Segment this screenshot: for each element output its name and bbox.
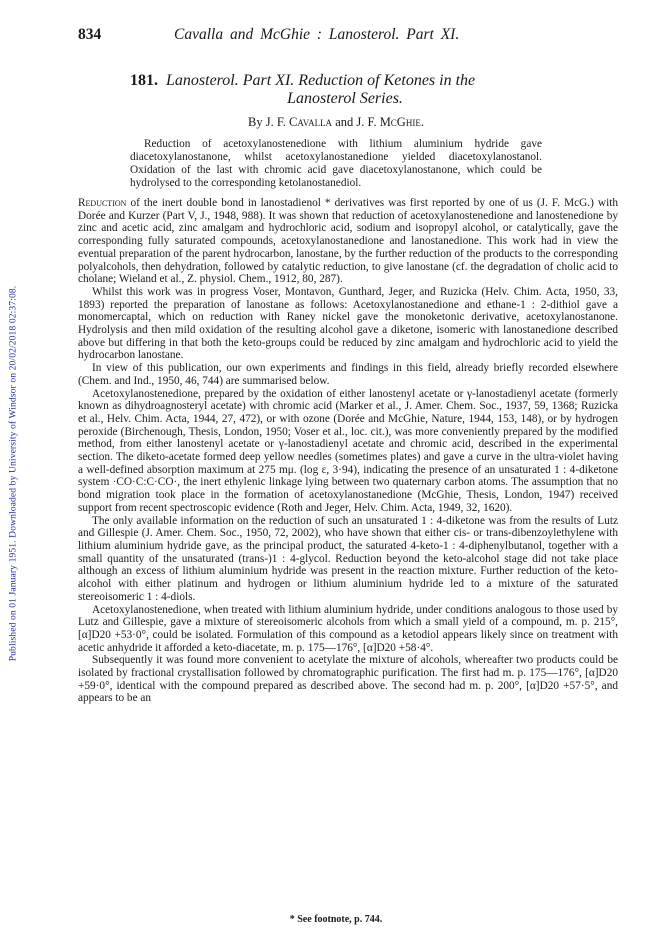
footnote: * See footnote, p. 744. (289, 914, 383, 925)
author-cavalla: J. F. Cavalla (265, 115, 333, 129)
paragraph-1-text: of the inert double bond in lanostadienol * derivatives was first reported by one of us (J. F. McG.) with Dorée and Kurzer (Part V, J., 1948, 988). It was shown that reduction of acetoxylanostenedione and lanostenedione by zinc and acetic acid, zinc amalgam and hydrochloric acid, sodium and isopropyl alcohol, or catalytically, gave the corresponding fully saturated compounds, acetoxylanostanedione and lanostanedione. This work had in view the eventual preparation of the parent hydrocarbon, lanostane, by the further reduction of the products to the corresponding polyalcohols, then dehydration, followed by catalytic reduction, to give lanostane (cf. the degradation of cholic acid to cholane; Wieland et al., Z. physiol. Chem., 1912, 80, 287). (78, 197, 618, 286)
paragraph-1 (78, 197, 618, 286)
running-title: Cavalla and McGhie : Lanosterol. Part XI. (174, 26, 460, 43)
byline-by: By (248, 115, 263, 129)
paragraph-6: Acetoxylanostenedione, when treated with lithium aluminium hydride, under conditions analogous to those used by Lutz and Gillespie, gave a mixture of stereoisomeric alcohols from which a small yield of a compound, m. p. 215°, [α]D20 +53·0°, could be isolated. Formulation of this compound as a ketodiol appears likely since on treatment with acetic anhydride it afforded a keto-diacetate, m. p. 175—176°, [α]D20 +58·4°. (78, 603, 618, 654)
abstract: Reduction of acetoxylanostenedione with lithium aluminium hydride gave diacetoxylanostanone, whilst acetoxylanostanedione yielded diacetoxylanostanol. Oxidation of the last with chromic acid gave diacetoxylanostanone, which could be hydrolysed to the corresponding ketolanostanediol. (130, 138, 542, 189)
article-title-line2: Lanosterol Series. (287, 90, 403, 107)
running-header (78, 26, 618, 48)
opening-word: Reduction (78, 197, 127, 209)
article-title-line1: Lanosterol. Part XI. Reduction of Ketones in the (166, 72, 476, 89)
download-watermark-text: Published on 01 January 1951. Downloaded by University of Windsor on 20/02/2018 02:37:08. (7, 285, 19, 662)
article-heading (130, 72, 560, 108)
article-body (78, 197, 618, 705)
paragraph-7: Subsequently it was found more convenient to acetylate the mixture of alcohols, whereafter two products could be isolated by fractional crystallisation followed by chromatographic purification. The first had m. p. 175—176°, [α]D20 +59·0°, identical with the compound prepared as described above. The second had m. p. 200°, [α]D20 +57·5°, and appears to be an (78, 654, 618, 705)
page-number: 834 (78, 26, 102, 43)
paragraph-4: Acetoxylanostenedione, prepared by the oxidation of either lanostenyl acetate or γ-lanostadienyl acetate (formerly known as dihydroagnosteryl acetate) with chromic acid (Marker et al., J. Amer. Chem. Soc., 1937, 59, 1368; Ruzicka et al., Helv. Chim. Acta, 1944, 27, 472), or with ozone (Dorée and McGhie, Nature, 1944, 153, 148), or by hydrogen peroxide (Birchenough, Thesis, London, 1950; Voser et al., loc. cit.), was more conveniently prepared by the modified method, from either lanostenyl acetate or γ-lanostadienyl acetate and chromic acid, described in the experimental section. The diketo-acetate formed deep yellow needles (sometimes plates) and gave a curve in the ultra-violet having a well-defined absorption maximum at 275 mμ. (log ε, 3·94), indicating the presence of an unsaturated 1 : 4-diketone system ·CO·C:C·CO·, the inert ethylenic linkage lying between two quaternary carbon atoms. The assumption that no bond migration took place in the formation of acetoxylanostanedione (McGhie, Thesis, London, 1947) received support from recent spectroscopic evidence (Roth and Jeger, Helv. Chim. Acta, 1949, 32, 1620). (78, 387, 618, 514)
paragraph-5: The only available information on the reduction of such an unsaturated 1 : 4-diketone was from the results of Lutz and Gillespie (J. Amer. Chem. Soc., 1950, 72, 2002), who have shown that either cis- or trans-dibenzoylethylene with lithium aluminium hydride gave, as the principal product, the saturated 4-keto-1 : 4-diphenylbutanol, together with a small quantity of the unsaturated (trans-)1 : 4-glycol. Reduction beyond the keto-alcohol stage did not take place although an excess of lithium aluminium hydride was present in the reaction mixture. Further reduction of the keto-alcohol with either platinum and hydrogen or lithium aluminium hydride led to a mixture of the saturated stereoisomeric 1 : 4-diols. (78, 514, 618, 603)
paragraph-3: In view of this publication, our own experiments and findings in this field, already briefly recorded elsewhere (Chem. and Ind., 1950, 46, 744) are summarised below. (78, 362, 618, 387)
article-number: 181. (130, 72, 158, 89)
download-watermark (6, 150, 20, 800)
byline-and: and (335, 115, 354, 129)
paragraph-2: Whilst this work was in progress Voser, Montavon, Gunthard, Jeger, and Ruzicka (Helv. Chim. Acta, 1950, 33, 1893) reported the preparation of lanostane as follows: Acetoxylanostanedione and ethane-1 : 2-dithiol gave a monomercaptal, which on reduction with Raney nickel gave the monoketonic derivative, acetoxylanostanone. Hydrolysis and then mild oxidation of the resulting alcohol gave a diketone, isomeric with lanostanedione described above but differing in that both the keto-groups could be reduced by zinc amalgam and hydrochloric acid to yield the hydrocarbon lanostane. (78, 285, 618, 362)
author-mcghie: J. F. McGhie. (356, 115, 424, 129)
byline (0, 115, 672, 130)
